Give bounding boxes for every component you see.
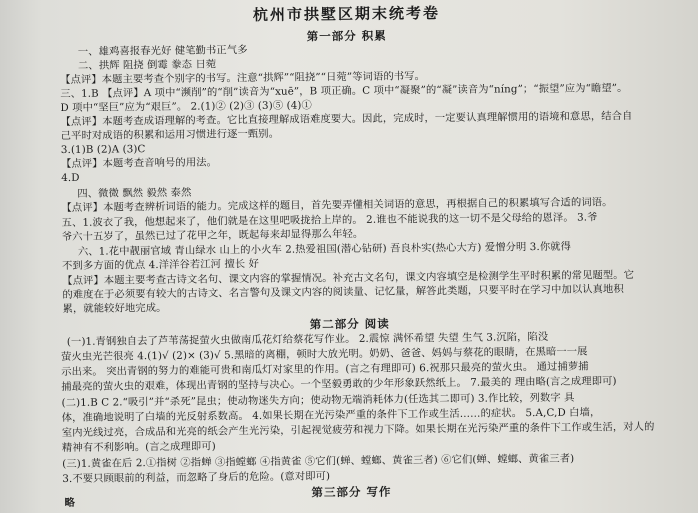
text-line: (三)1.黄雀在后 2.①指树 ②指蝉 ③指螳螂 ④指黄雀 ⑤它们(蝉、螳螂、黄雀三者) ⑥它们(蝉、螳螂、黄雀三者) xyxy=(62,452,575,471)
text-line: 【点评】本题主要考查古诗文名句、课文内容的掌握情况。补充古文名句，课文内容填空是检测学生平时积累的常见题型。它 xyxy=(62,269,635,288)
text-line: 捕最亮的萤火虫的艰难，体现出青钢的坚持与决心。一个坚毅勇敢的少年形象跃然纸上。 7.最美的 理由略(言之成理即可) xyxy=(61,375,617,394)
text-line: 四、微微 飘然 毅然 泰然 xyxy=(77,186,192,200)
text-line: 3.(1)B (2)A (3)C xyxy=(60,143,146,157)
text-line: 4.D xyxy=(61,171,80,185)
text-line: 示出来。 突出青钢的努力的难能可贵和南瓜灯对家里的作用。(言之有理即可) 6.祝那只最亮的萤火虫。 通过捕萝捕 xyxy=(61,360,589,379)
text-line: 【点评】本题考查音响号的用法。 xyxy=(60,156,218,171)
text-line: 【点评】本题主要考查个别字的书写。注意“拱辉”“阻挠”“日菀”等词语的书写。 xyxy=(60,70,426,87)
text-line: 爷六十五岁了，虽然已过了花甲之年，既起每来却显得那么年轻。 xyxy=(61,227,364,244)
section-heading-part2: 第二部分 阅读 xyxy=(309,316,390,332)
text-line: 室内光线过亮，合成品和光亮的纸会产生光污染，引起视觉疲劳和视力下降。如果长期在光污染严重的条件下工作或生活，对人的 xyxy=(61,420,655,440)
text-line: 三、1.B 【点评】A 项中“濒削”的“削”读音为“xuē”，B 项正确。C 项中“凝聚”的“凝”读音为“níng”；“振望”应为“瞻望”。 xyxy=(60,82,628,101)
section-heading-part1: 第一部分 积累 xyxy=(306,28,387,44)
text-line: 累，就能较好地完成。 xyxy=(62,301,167,316)
text-line: (一)1.青钢独自去了芦苇荡捉萤火虫做南瓜花灯给蔡花写作业。 2.震惊 满怀希望 失望 生气 3.沉陷，陷没 xyxy=(66,330,549,348)
text-line: 二、拱辉 阻挠 倒霉 豢态 日菀 xyxy=(77,58,217,72)
text-line: 不到多方面的优点 4.洋洋谷若江河 擅长 好 xyxy=(62,257,260,273)
text-line: 萤火虫光芒很亮 4.(1)√ (2)× (3)√ 5.黑暗的离棚，顿时大放光明。奶奶、爸爸、妈妈与蔡花的眼睛，在黑暗一一展 xyxy=(60,345,588,364)
text-line: 【点评】本题考查辨析词语的能力。完成这样的题目，首先要弄懂相关词语的意思，再根据自己的积累填写合适的词语。 xyxy=(61,196,613,215)
text-line: 【点评】本题考查成语理解的考查。它比直接理解成语难度要大。因此，完成时，一定要认真理解惯用的语境和意思，结合自 xyxy=(60,110,633,129)
text-line: D 项中“坚巨”应为“艰巨”。 2.(1)② (2)③ (3)⑤ (4)① xyxy=(60,99,312,115)
text-line: 六、1.花中靓丽官域 青山绿水 山上的小火车 2.热爱祖国(潜心钻研) 吾良朴实(热心大方) 爱憎分明 3.你就得 xyxy=(77,240,572,258)
text-line: 己平时对成语的积累和运用习惯进行逐一甄别。 xyxy=(60,127,280,143)
text-line: 体，准确地说明了白墙的光反射系数高。 4.如果长期在光污染严重的条件下工作或生活……的症状。 5.A,C,D 白墙， xyxy=(61,406,601,425)
text-line: 3.不要只顾眼前的利益，而忽略了身后的危险。(意对即可) xyxy=(62,470,331,486)
section-heading-part3: 第三部分 写作 xyxy=(311,484,392,500)
page-title: 杭州市拱墅区期末统考卷 xyxy=(252,4,441,24)
text-line: 略 xyxy=(64,496,76,509)
text-line: 精神有不利影响。(言之成理即可) xyxy=(61,440,216,455)
text-line: (二)1.B C 2.“吸引”并“杀死”昆虫；使动物迷失方向；使动物无端消耗体力(任选其二即可) 3.作比较，列数字 具 xyxy=(61,391,575,410)
text-line: 一、雄鸡喜报春光好 健笔勤书正气多 xyxy=(77,44,248,58)
text-line: 的难度在于必须要有较大的古诗文、名言警句及课文内容的阅读量、记忆量，解答此类题，只要平时在学习中加以认真地积 xyxy=(62,283,624,302)
text-line: 五、1.波衣了我，他想起来了，他们就是在这里吧吸拢拾上岸的。 2.谁也不能说我的这一切不是父母给的恩泽。 3.爷 xyxy=(61,211,598,230)
